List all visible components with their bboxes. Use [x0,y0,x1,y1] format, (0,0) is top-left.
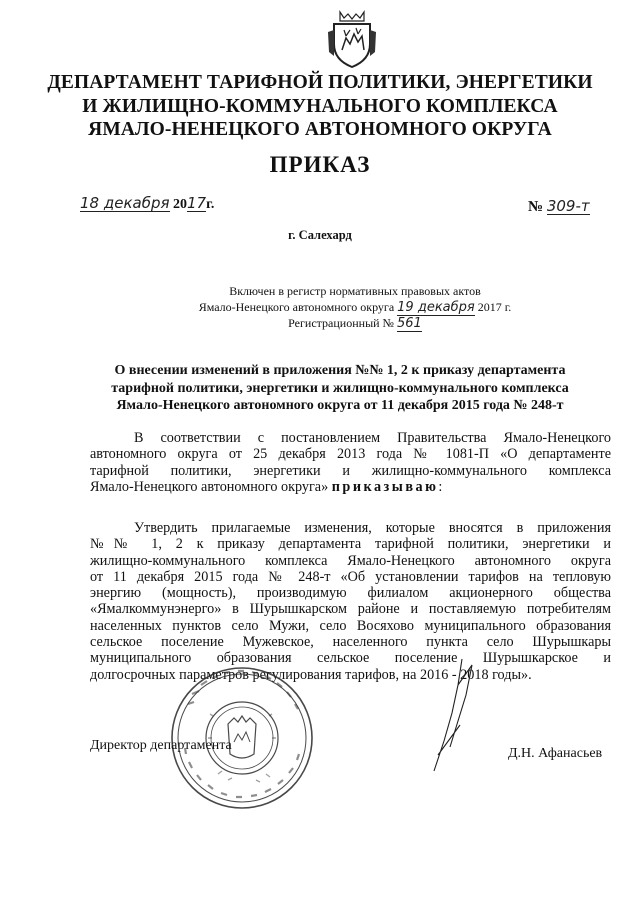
registry-line-1: Включен в регистр нормативных правовых актов [229,284,481,298]
registry-number-label: Регистрационный № [288,316,395,330]
preamble-line [90,479,611,495]
order-line: долгосрочных параметров регулирования тарифов, на 2016 - 2018 годы». [90,666,532,683]
subject-line-1: О внесении изменений в приложения №№ 1, 2 к приказу департамента [114,363,566,378]
date-year-suffix: 17 [187,194,207,212]
order-date [80,196,214,213]
city-label: г. Салехард [288,228,352,242]
subject-line-3: Ямало-Ненецкого автономного округа от 11 декабря 2015 года № 248-т [116,398,564,413]
date-suffix: г. [206,197,215,212]
registry-line-2 [170,300,540,316]
registry-year: 2017 г. [477,300,512,314]
preamble-line: тарифной политики, энергетики и жилищно-коммунального комплекса [90,462,611,479]
coat-of-arms-emblem [326,8,378,70]
order-line: муниципального образования сельское поселение Шурышкарское и [90,650,611,667]
order-line: сельское поселение Мужевское, населенного пункта село Шурышкары [90,634,611,651]
preamble-text: Ямало-Ненецкого автономного округа» [90,478,329,495]
preamble-paragraph [90,430,611,495]
signatory-position: Директор департамента [90,738,232,753]
number-prefix: № [528,199,544,215]
order-line: от 11 декабря 2015 года № 248-т «Об установлении тарифов на тепловую [90,568,611,585]
order-line: «Ямалкоммунэнерго» в Шурышкарском районе и поставляемую потребителям [90,601,611,618]
document-type-title: ПРИКАЗ [269,152,371,177]
order-line: энергию (мощность), производимую филиалом акционерного общества [90,585,611,602]
registry-region: Ямало-Ненецкого автономного округа [198,300,395,314]
preamble-line: автономного округа от 25 декабря 2013 года № 1081-П «О департаменте [90,446,611,463]
header-line-1: ДЕПАРТАМЕНТ ТАРИФНОЙ ПОЛИТИКИ, ЭНЕРГЕТИКИ [47,72,593,93]
registry-number: 561 [397,316,422,331]
order-paragraph [90,520,611,683]
registry-line-3 [170,316,540,332]
date-day-month: 18 декабря [80,194,170,212]
subject-line-2: тарифной политики, энергетики и жилищно-коммунального комплекса [111,381,569,396]
registry-date: 19 декабря [397,300,475,315]
date-year-prefix: 20 [173,197,188,212]
order-line: №№ 1, 2 к приказу департамента тарифной политики, энергетики и [90,536,611,553]
header-line-3: ЯМАЛО-НЕНЕЦКОГО АВТОНОМНОГО ОКРУГА [88,119,552,140]
preamble-line: В соответствии с постановлением Правительства Ямало-Ненецкого [134,430,611,446]
order-line: жилищно-коммунального комплекса Ямало-Ненецкого автономного округа [90,552,611,569]
order-number [528,199,590,216]
order-line: Утвердить прилагаемые изменения, которые вносятся в приложения [134,520,611,536]
order-keyword: приказываю [331,478,439,495]
handwritten-signature [420,655,490,775]
number-value: 309-т [546,197,590,215]
preamble-colon: : [438,478,443,495]
order-line: населенных пунктов село Мужи, село Восяхово муниципального образования [90,617,611,634]
signatory-name: Д.Н. Афанасьев [508,746,603,761]
header-line-2: И ЖИЛИЩНО-КОММУНАЛЬНОГО КОМПЛЕКСА [82,96,558,117]
